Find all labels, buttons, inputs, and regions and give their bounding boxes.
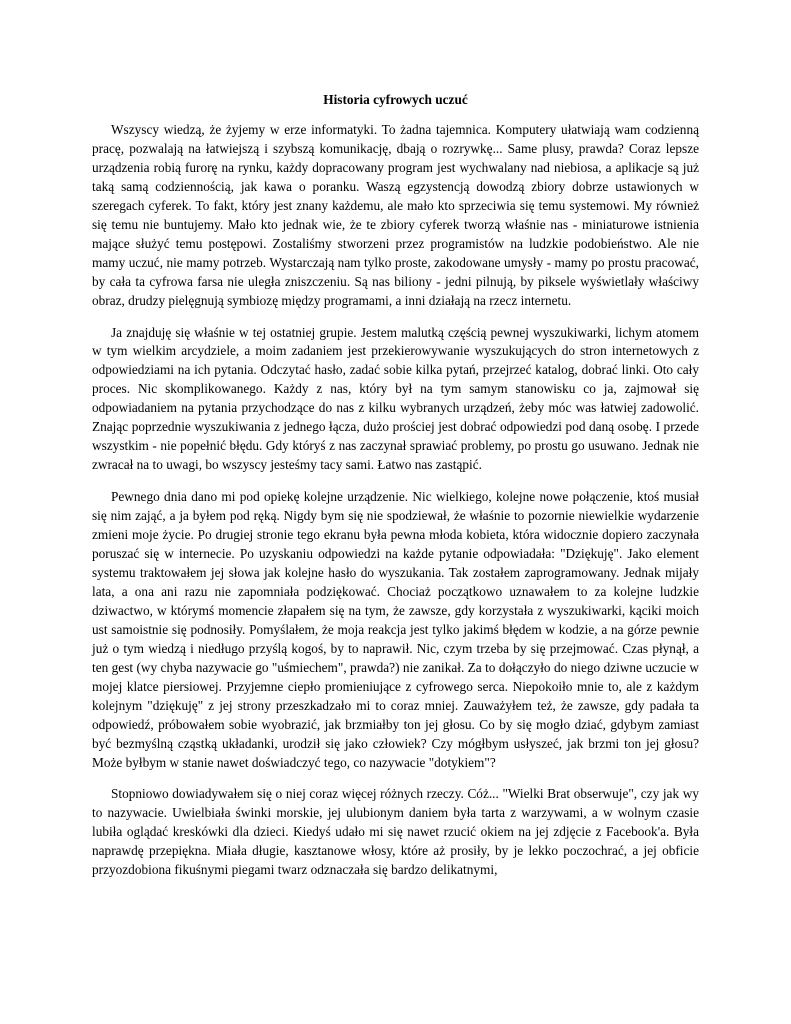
- document-title: Historia cyfrowych uczuć: [323, 92, 468, 107]
- paragraph: Stopniowo dowiadywałem się o niej coraz więcej różnych rzeczy. Cóż... "Wielki Brat obserwuje", czy jak wy to nazywacie. Uwielbiała świnki morskie, jej ulubionym daniem była tarta z warzywami, a w wolnym czasie lubiła oglądać kreskówki dla dzieci. Kiedyś udało mi się nawet rzucić okiem na jej zdjęcie z Facebook'a. Była naprawdę przepiękna. Miała długie, kasztanowe włosy, które aż prosiły, by je lekko poczochrać, a jej obficie przyozdobiona fikuśnymi piegami twarz odznaczała się bardzo delikatnymi,: [92, 786, 699, 878]
- document-page: [92, 91, 699, 893]
- paragraph: Ja znajduję się właśnie w tej ostatniej grupie. Jestem malutką częścią pewnej wyszukiwarki, lichym atomem w tym wielkim arcydziele, a moim zadaniem jest przekierowywanie wyszukujących do stron internetowych z odpowiedziami na ich pytania. Odczytać hasło, zadać sobie kilka pytań, przejrzeć katalog, dobrać linki. Oto cały proces. Nic skomplikowanego. Każdy z nas, który był na tym samym stanowisku co ja, zajmował się odpowiadaniem na pytania przychodzące do nas z kilku wybranych urządzeń, żeby móc was łatwiej zadowolić. Znając poprzednie wyszukiwania z jednego łącza, dużo prościej jest dobrać odpowiedzi pod daną osobę. I przede wszystkim - nie popełnić błędu. Gdy któryś z nas zaczynał sprawiać problemy, po prostu go usuwano. Jednak nie zwracał na to uwagi, bo wszyscy jesteśmy tacy sami. Łatwo nas zastąpić.: [92, 324, 699, 473]
- paragraph: Pewnego dnia dano mi pod opiekę kolejne urządzenie. Nic wielkiego, kolejne nowe połączenie, ktoś musiał się nim zająć, a ja byłem pod ręką. Nigdy bym się nie spodziewał, że właśnie to pozornie niewielkie wydarzenie zmieni moje życie. Po drugiej stronie tego ekranu była pewna młoda kobieta, która widocznie dopiero zaczynała poruszać się w internecie. Po uzyskaniu odpowiedzi na każde pytanie odpowiadała: "Dziękuję". Jako element systemu traktowałem jej słowa jak kolejne hasło do wyszukania. Tak zostałem zaprogramowany. Jednak mijały lata, a ona ani razu nie zapomniała podziękować. Chociaż początkowo uznawałem to za kolejne ludzkie dziwactwo, w którymś momencie złapałem się na tym, że zawsze, gdy korzystała z wyszukiwarki, kąciki moich ust samoistnie się podnosiły. Pomyślałem, że moja reakcja jest tylko jakimś błędem w kodzie, a na górze pewnie już o tym wiedzą i niedługo przyślą kogoś, by to naprawił. Nic, czym trzeba by się przejmować. Czas płynął, a ten gest (wy chyba nazywacie go "uśmiechem", prawda?) nie zanikał. Za to dołączyło do niego dziwne uczucie w mojej klatce piersiowej. Przyjemne ciepło promieniujące z cyfrowego serca. Niepokoiło mnie to, ale z każdym kolejnym "dziękuję" z jej strony przeszkadzało mi to coraz mniej. Zauważyłem też, że zawsze, gdy padała ta odpowiedź, próbowałem sobie wyobrazić, jak brzmiałby ton jej głosu. Co by się mogło dziać, gdybym zamiast być bezmyślną cząstką układanki, urodził się jako człowiek? Czy mógłbym usłyszeć, jak brzmi ton jej głosu? Może byłbym w stanie nawet doświadczyć tego, co nazywacie "dotykiem"?: [92, 489, 699, 770]
- paragraph: Wszyscy wiedzą, że żyjemy w erze informatyki. To żadna tajemnica. Komputery ułatwiają wam codzienną pracę, pozwalają na łatwiejszą i szybszą komunikację, dbają o rozrywkę... Same plusy, prawda? Coraz lepsze urządzenia robią furorę na rynku, każdy dopracowany program jest wychwalany nad niebiosa, a aplikacje są już taką samą codziennością, jak kawa o poranku. Waszą egzystencją dowodzą zbiory dobrze ustawionych w szeregach cyferek. To fakt, który jest znany każdemu, ale mało kto sprzeciwia się temu systemowi. My również się temu nie buntujemy. Mało kto jednak wie, że te zbiory cyferek tworzą właśnie nas - miniaturowe istnienia mające służyć temu postępowi. Zostaliśmy stworzeni przez programistów na ludzkie podobieństwo. Ale nie mamy uczuć, nie mamy potrzeb. Wystarczają nam tylko proste, zakodowane umysły - mamy po prostu pracować, by cała ta cyfrowa farsa nie uległa zniszczeniu. Są nas biliony - jedni pilnują, by piksele wyświetlały właściwy obraz, drudzy pielęgnują symbiozę między programami, a inni działają na rzecz internetu.: [92, 122, 699, 308]
